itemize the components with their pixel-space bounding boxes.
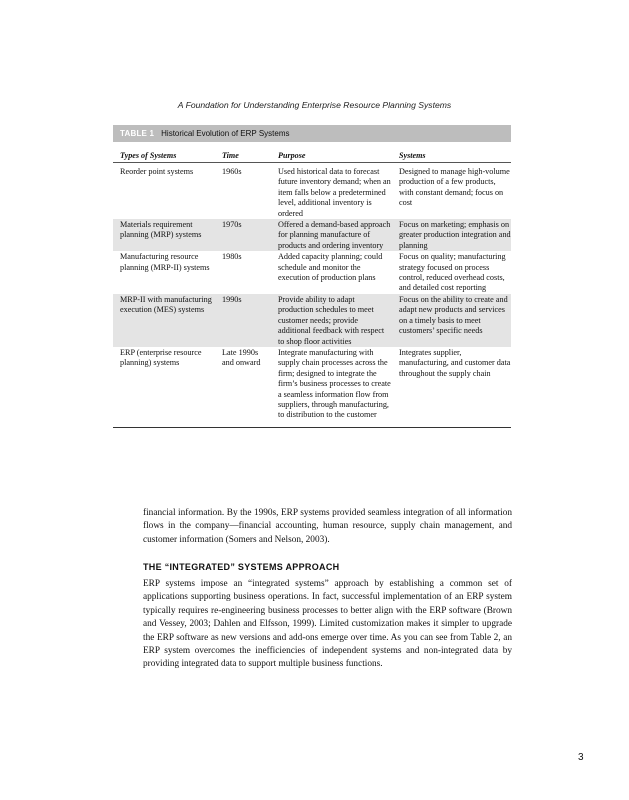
cell-time: Late 1990s and onward bbox=[222, 347, 261, 368]
cell-time: 1960s bbox=[222, 167, 242, 176]
running-head: A Foundation for Understanding Enterprise Resource Planning Systems bbox=[177, 100, 452, 110]
cell-type: Manufacturing resource planning (MRP-II) systems bbox=[120, 252, 210, 272]
cell-time: 1980s bbox=[222, 252, 242, 262]
table-row bbox=[113, 219, 511, 251]
cell-type: ERP (enterprise resource planning) systems bbox=[120, 347, 202, 368]
body-paragraph: financial information. By the 1990s, ERP systems provided seamless integration of all information flows in the company—financial accounting, human resource, supply chain management, and customer information (Somers and Nelson, 2003). bbox=[143, 508, 512, 545]
cell-systems: Focus on the ability to create and adapt new products and services on a timely basis to meet customers’ specific needs bbox=[392, 294, 511, 347]
cell-purpose: Integrate manufacturing with supply chain processes across the firm; designed to integrate the firm’s business processes to create a seamless information flow from suppliers, through manufacturing, to distribution to the customer bbox=[278, 347, 391, 420]
page-number: 3 bbox=[578, 752, 584, 763]
table-row bbox=[113, 163, 511, 220]
cell-systems: Designed to manage high-volume production of a few products, with constant demand; focus on cost bbox=[399, 167, 510, 208]
table-grid bbox=[113, 142, 511, 427]
body-paragraph: ERP systems impose an “integrated systems” approach by establishing a common set of applications supporting business operations. In fact, successful implementation of an ERP system typically requires re-engineering business processes to better align with the ERP software (Brown and Vessey, 2003; Dahlen and Elfsson, 1999). Limited customization makes it simpler to upgrade the ERP software as new versions and add-ons emerge over time. As you can see from Table 2, an ERP system overcomes the inefficiencies of independent systems and non-integrated data by providing integrated data to support multiple business functions. bbox=[143, 579, 512, 670]
column-header: Time bbox=[215, 142, 271, 163]
cell-type: MRP-II with manufacturing execution (MES) systems bbox=[113, 294, 215, 347]
table-header-row bbox=[113, 142, 511, 163]
cell-purpose: Offered a demand-based approach for planning manufacture of products and ordering inventory bbox=[271, 219, 392, 251]
table-row bbox=[113, 347, 511, 427]
cell-systems: Focus on marketing; emphasis on greater production integration and planning bbox=[392, 219, 511, 251]
cell-type: Materials requirement planning (MRP) systems bbox=[113, 219, 215, 251]
cell-systems: Focus on quality; manufacturing strategy focused on process control, reduced overhead costs, and detailed cost reporting bbox=[399, 252, 506, 293]
table-caption-bar bbox=[113, 125, 511, 142]
table-bottom-rule bbox=[113, 427, 511, 428]
cell-purpose: Provide ability to adapt production schedules to meet customer needs; provide additional feedback with respect to shop floor activities bbox=[271, 294, 392, 347]
table-row bbox=[113, 251, 511, 294]
cell-time: 1990s bbox=[215, 294, 271, 347]
cell-time: 1970s bbox=[215, 219, 271, 251]
table-row bbox=[113, 294, 511, 347]
table-tag: TABLE 1 bbox=[120, 129, 155, 138]
cell-purpose: Added capacity planning; could schedule and monitor the execution of production plans bbox=[278, 252, 383, 283]
section-heading: THE “INTEGRATED” SYSTEMS APPROACH bbox=[143, 562, 340, 572]
table-caption: Historical Evolution of ERP Systems bbox=[161, 129, 290, 138]
cell-systems: Integrates supplier, manufacturing, and customer data throughout the supply chain bbox=[399, 347, 511, 378]
history-table bbox=[113, 125, 511, 428]
column-header: Purpose bbox=[271, 142, 392, 163]
column-header: Types of Systems bbox=[113, 142, 215, 163]
cell-purpose: Used historical data to forecast future inventory demand; when an item falls below a predetermined level, additional inventory is ordered bbox=[278, 167, 391, 218]
column-header: Systems bbox=[392, 142, 511, 163]
cell-type: Reorder point systems bbox=[120, 167, 194, 176]
